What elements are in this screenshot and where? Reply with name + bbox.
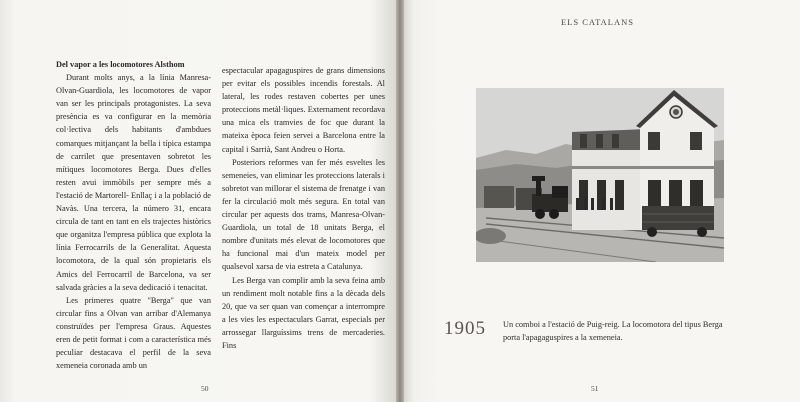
- train-station-illustration: [476, 88, 724, 262]
- photo-caption: Un comboi a l'estació de Puig-reig. La locomotora del tipus Berga porta l'apagaguspires a la xemeneia.: [503, 320, 723, 342]
- page-number-left: 50: [201, 384, 209, 393]
- paragraph: Les Berga van complir amb la seva feina amb un rendiment molt notable fins a la dècada dels 20, que va ser quan van començar a interrompre a les vies les espectaculars Garrat, especials per arrossegar llarguíssims trens de mercaderies. Fins: [222, 275, 385, 350]
- book-gutter: [396, 0, 404, 402]
- running-head: ELS CATALANS: [561, 17, 634, 27]
- text-column-2: [222, 64, 385, 352]
- page-number-right: 51: [591, 384, 599, 393]
- section-heading: Del vapor a les locomotores Alsthom: [56, 60, 185, 69]
- historic-train-station-photo: [476, 88, 724, 262]
- year-label: 1905: [444, 318, 486, 339]
- paragraph: Durant molts anys, a la línia Manresa-Olvan-Guardiola, les locomotores de vapor van ser les principals protagonistes. La seva presència es va configurar en la memòria col·lectiva dels habitants d'ambdues comarques mitjançant la bella i típica estampa de carrilet que presentaven sobretot les mítiques locomotores Berga. Dues d'elles resten avui immòbils per sempre més a l'estació de Martorell- Enllaç i a la població de Navàs. Una tercera, la número 31, encara circula de tant en tant en els trajectes històrics que organitza l'empresa pública que explota la línia Ferrocarrils de la Generalitat. Aquesta locomotora, de la qual són propietaris els Amics del Ferrocarril de Barcelona, va ser salvada gràcies a la seva dedicació i tenacitat.: [56, 73, 211, 292]
- text-column-1: [56, 58, 211, 372]
- paragraph: espectacular apagaguspires de grans dimensions per evitar els possibles incendis forestals. Al lateral, les rodes restaven cobertes per unes proteccions metàl·liques. Externament recordava una mica els tramvies de foc que durant la mateixa època feien servei a Barcelona entre la capital i Sarrià, Sant Andreu o Horta.: [222, 66, 385, 154]
- paragraph: Posteriors reformes van fer més esveltes les semeneies, van eliminar les proteccions laterals i sobretot van millorar el sistema de frenatge i van fer la circulació molt més segura. En total van circular per aquests dos trams, Manresa-Olvan-Guardiola, un total de 18 unitats Berga, el nombre d'unitats més elevat de locomotores que ha funcional mai d'un mateix model per qualsevol xarsa de via estreta a Catalunya.: [222, 157, 385, 272]
- paragraph: Les primeres quatre "Berga" que van circular fins a Olvan van arribar d'Alemanya construïdes per l'empresa Graus. Aquestes eren de petit format i com a característica més peculiar destacava el perfil de la seva xemeneia coronada amb un: [56, 295, 211, 371]
